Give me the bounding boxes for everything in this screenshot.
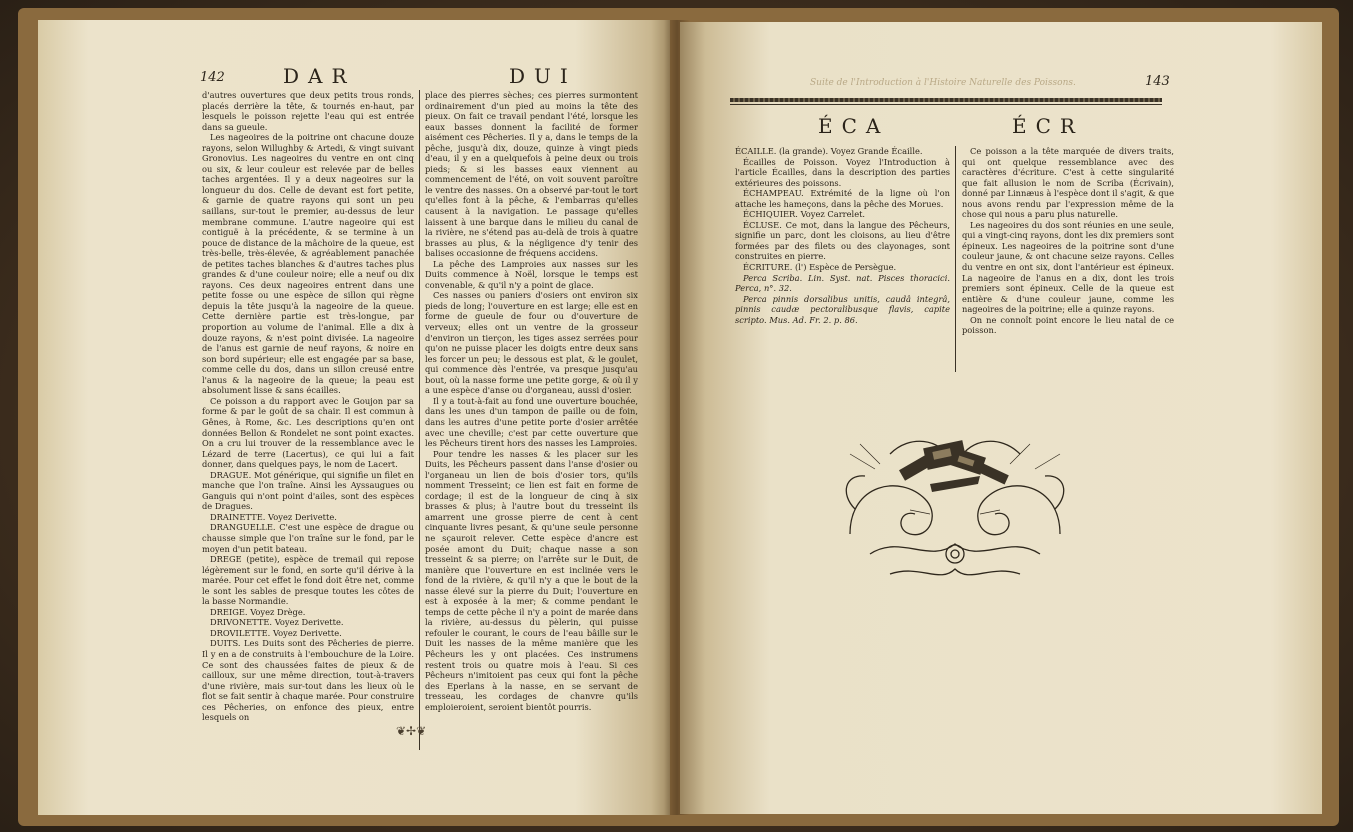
column-divider [955,146,956,372]
entry: ÉCHAMPEAU. Extrémité de la ligne où l'on attache les hameçons, dans la pêche des Morues. [735,188,950,209]
entry: ÉCRITURE. (l') Espèce de Persègue. [743,262,897,273]
paragraph: Ce poisson a du rapport avec le Goujon par sa forme & par le goût de sa chair. Il est commun à Gênes, à Rome, &c. Les descriptions qu'en ont données Bellon & Rondelet ne sont point exactes. On a cru lui trouver de la ressemblance avec le Lézard de terre (Lacertus), ce qui lui a fait donner, dans quelques pays, le nom de Lacert. [202,395,414,470]
paragraph: La pêche des Lamproies aux nasses sur les Duits commence à Noël, lorsque le temps est convenable, & qu'il n'y a point de glace. [425,258,638,290]
entry: DRAGUE. Mot générique, qui signifie un filet en manche que l'on traîne. Ainsi les Ayssaugues ou Ganguis qui n'ont point d'ailes, sont des espèces de Dragues. [202,469,414,512]
entry: ÉCAILLE. (la grande). Voyez Grande Écaille. [735,146,923,156]
paragraph: On ne connoît point encore le lieu natal de ce poisson. [962,314,1174,336]
running-head-right-1: ÉCA [818,114,890,138]
entry: Écailles de Poisson. Voyez l'Introduction à l'article Écailles, dans la description des parties extérieures des poissons. [735,156,950,188]
paragraph: Ces nasses ou paniers d'osiers ont environ six pieds de long; l'ouverture en est large; elle est en forme de gueule de four ou d'ouverture de verveux; elles ont un ventre de la grosseur d'environ un tierçon, les tiges assez serrées pour qu'on ne puisse placer les doigts entre deux sans les forcer un peu; le dessous est plat, & le goulet, qui commence dès l'entrée, va presque jusqu'au bout, où la nasse forme une petite gorge, & où il y a une espèce d'anse ou d'organeau, aussi d'osier. [425,290,638,396]
entry: DROVILETTE. Voyez Derivette. [210,627,342,638]
entry: DUITS. Les Duits sont des Pêcheries de pierre. Il y en a de construits à l'embouchure de la Loire. Ce sont des chaussées faites de pieux & de cailloux, sur une même direction, tout-à-travers d'une rivière, mais sur-tout dans les lieux où le flot se fait sentir à chaque marée. Pour construire ces Pêcheries, on enfonce des pieux, entre lesquels on [202,638,414,723]
left-column-1 [202,90,414,760]
citation: Perca Scriba. Lin. Syst. nat. Pisces thoracici. Perca, n°. 32. [735,272,950,294]
page-number-right: 143 [1145,74,1170,89]
page-number-left: 142 [200,70,225,85]
left-column-2 [425,90,638,750]
head-rule-thin [730,104,1162,105]
paragraph: Ce poisson a la tête marquée de divers traits, qui ont quelque ressemblance avec des caractères d'écriture. C'est à cette singularité que fait allusion le nom de Scriba (Écrivain), donné par Linnæus à l'espèce dont il s'agit, & que nous avons rendu par l'expression même de la chose qui nous a paru plus naturelle. [962,146,1174,220]
entry: DRIVONETTE. Voyez Derivette. [210,617,344,628]
right-column-1 [735,146,950,386]
bleed-through-note: Suite de l'Introduction à l'Histoire Naturelle des Poissons. [810,78,1076,88]
paragraph: Les nageoires de la poitrine ont chacune douze rayons, selon Willughby & Artedi, & vingt suivant Gronovius. Les nageoires du ventre en ont cinq ou six, & leur couleur est relevée par de belles taches argentées. Il y a deux nageoires sur la longueur du dos. Celle de devant est fort petite, & garnie de quatre rayons qui sont un peu saillans, sur-tout le premier, au-dessus de leur membrane commune. L'autre nageoire qui est contiguë à la précédente, & se termine à un pouce de distance de la mâchoire de la queue, est très-belle, très-élevée, & agréablement panachée de petites taches blanches & d'autres taches plus grandes & d'une couleur noire; elle a neuf ou dix rayons. Ces deux nageoires entrent dans une petite fosse ou une espèce de sillon qui règne depuis la tête jusqu'à la nageoire de la queue. Cette dernière partie est très-longue, par proportion au volume de l'animal. Elle a dix à douze rayons, & n'est point divisée. La nageoire de l'anus est garnie de neuf rayons, & noire en son bord supérieur; elle est engagée par sa base, comme celle du dos, dans un sillon creusé entre l'anus & la nageoire de la queue; la peau est absolument lisse & sans écailles. [202,132,414,396]
paragraph: d'autres ouvertures que deux petits trous ronds, placés derrière la tête, & tournés en-haut, par lesquels le poisson rejette l'eau qui est entrée dans sa gueule. [202,90,414,132]
entry: DRANGUELLE. C'est une espèce de drague ou chausse simple que l'on traîne sur le fond, par le moyen d'un petit bateau. [202,522,414,554]
left-page [38,20,670,815]
engraved-vignette [830,414,1080,594]
entry: DRAINETTE. Voyez Derivette. [210,511,337,522]
right-column-2 [962,146,1174,386]
paragraph: Pour tendre les nasses & les placer sur les Duits, les Pêcheurs passent dans l'anse d'osier ou l'organeau un lien de bois d'osier tors, qu'ils nomment Tresseint; ce lien est fait en forme de cordage; il est de la longueur de cinq à six brasses & plus; à l'autre bout du tresseint ils amarrent une grosse pierre de cent à cent cinquante livres pesant, & qu'une seule personne ne sçauroit relever. Cette espèce d'ancre est posée amont du Duit; chaque nasse a son tresseint & sa pierre; on l'arrête sur le Duit, de manière que l'ouverture en est inclinée vers le fond de la rivière, & qu'il n'y a que le bout de la nasse élevé sur la pierre du Duit; l'ouverture en est à exposée à la mer; & comme pendant le temps de cette pêche il n'y a point de marée dans la rivière, au-dessus du pèlerin, qui puisse refouler le courant, le cours de l'eau bâille sur le Duit les nasses de la même manière que les Pêcheurs les y ont placées. Ces instrumens restent trois ou quatre mois à l'eau. Si ces Pêcheurs n'imitoient pas ceux qui font la pêche des Eperlans à la nasse, en se servant de tresseau, les cordages de chanvre qu'ils emploieroient, seroient bientôt pourris. [425,448,638,712]
entry: ÉCHIQUIER. Voyez Carrelet. [743,209,866,220]
paragraph: Les nageoires du dos sont réunies en une seule, qui a vingt-cinq rayons, dont les dix premiers sont épineux. Les nageoires de la poitrine sont d'une couleur jaune, & ont chacune seize rayons. Celles du ventre en ont six, dont l'antérieur est épineux. La nageoire de l'anus en a dix, dont les trois premiers sont épineux. Celle de la queue est entière & d'une couleur jaune, comme les nageoires de la poitrine; elle a quinze rayons. [962,219,1174,315]
entry: ÉCLUSE. Ce mot, dans la langue des Pêcheurs, signifie un parc, dont les cloisons, au lieu d'être formées par des filets ou des clayonages, sont construites en pierre. [735,219,950,262]
right-page [680,22,1322,814]
running-head-right-2: ÉCR [1012,114,1084,138]
tail-ornament: ❦✢❦ [396,724,427,738]
column-divider [419,90,420,750]
entry: DREGE (petite), espèce de tremail qui repose légèrement sur le fond, en sorte qu'il dérive à la marée. Pour cet effet le fond doit être net, comme le sont les sables de presque toutes les côtes de la basse Normandie. [202,554,414,607]
running-head-left-1: DAR [283,64,356,88]
paragraph: place des pierres sèches; ces pierres surmontent ordinairement d'un pied au moins la tête des pieux. On fait ce travail pendant l'été, lorsque les eaux basses donnent la facilité de former aisément ces Pêcheries. Il y a, dans le temps de la pêche, jusqu'à dix, douze, quinze à vingt pieds d'eau, il y en a quelquefois à peine deux ou trois pieds; & si les basses eaux viennent au commencement de l'été, on voit souvent paroître le ventre des nasses. On a observé par-tout le tort qu'elles font à la pêche, & l'embarras qu'elles causent à la navigation. Le passage qu'elles laissent à une barque dans le milieu du canal de la rivière, ne s'étend pas au-delà de trois à quatre brasses au plus, & la négligence d'y tenir des balises occasionne de fréquens accidens. [425,90,638,259]
running-head-left-2: DUI [509,64,577,88]
head-rule [730,98,1162,102]
citation: Perca pinnis dorsalibus unitis, caudâ integrâ, pinnis caudæ pectoralibusque flavis, capite scripto. Mus. Ad. Fr. 2. p. 86. [735,293,950,325]
paragraph: Il y a tout-à-fait au fond une ouverture bouchée, dans les unes d'un tampon de paille ou de foin, dans les autres d'une petite porte d'osier arrêtée avec une cheville; c'est par cette ouverture que les Pêcheurs tirent hors des nasses les Lamproies. [425,395,638,449]
entry: DREIGE. Voyez Drège. [210,606,306,617]
